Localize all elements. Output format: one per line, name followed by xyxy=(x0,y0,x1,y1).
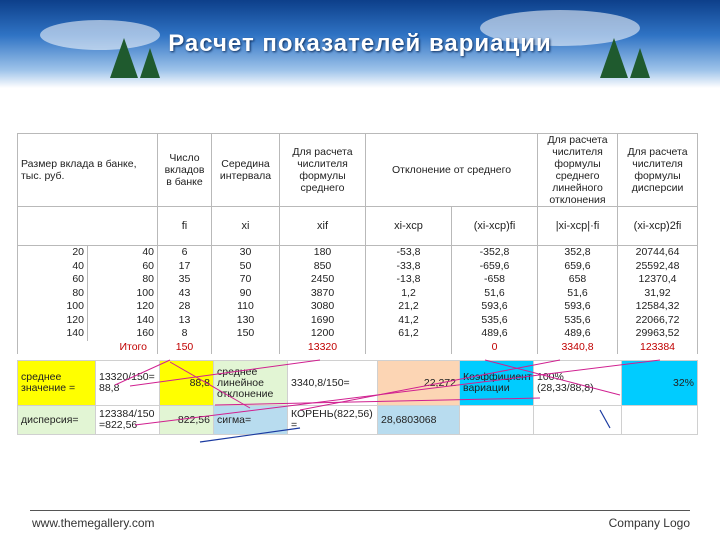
linear-label: среднее линейное отклонение xyxy=(214,361,288,406)
cell-a: 140 xyxy=(18,327,88,341)
cell-abs: 535,6 xyxy=(538,314,618,328)
cell-f: 35 xyxy=(158,273,212,287)
cell-x: 70 xyxy=(212,273,280,287)
cell-dev: 61,2 xyxy=(366,327,452,341)
calc-table xyxy=(17,360,698,435)
cell-sq: 29963,52 xyxy=(618,327,698,341)
cell-x: 50 xyxy=(212,260,280,274)
cell-devf: -352,8 xyxy=(452,246,538,260)
table-row xyxy=(18,273,698,287)
header-deviation: Отклонение от среднего xyxy=(366,134,538,207)
table-row xyxy=(18,300,698,314)
cell-sq: 22066,72 xyxy=(618,314,698,328)
disp-value: 822,56 xyxy=(160,406,214,435)
cell-devf: -658 xyxy=(452,273,538,287)
cell-abs: 489,6 xyxy=(538,327,618,341)
cell-a: 40 xyxy=(18,260,88,274)
symbol-x: xi xyxy=(212,207,280,246)
symbol-f: fi xyxy=(158,207,212,246)
header-size: Размер вклада в банке, тыс. руб. xyxy=(18,134,158,207)
cell-b: 120 xyxy=(88,300,158,314)
coef-label: Коэффициент вариации xyxy=(460,361,534,406)
cell-sq: 20744,64 xyxy=(618,246,698,260)
coef-formula: 100%(28,33/88,8) xyxy=(534,361,622,406)
cell-abs: 659,6 xyxy=(538,260,618,274)
cell-b: 40 xyxy=(88,246,158,260)
cell-abs: 51,6 xyxy=(538,287,618,301)
cell-a: 60 xyxy=(18,273,88,287)
table-row xyxy=(18,246,698,260)
cell-b: 160 xyxy=(88,327,158,341)
cell-sq: 31,92 xyxy=(618,287,698,301)
total-xf: 13320 xyxy=(280,341,366,355)
mean-formula: 13320/150= 88,8 xyxy=(96,361,160,406)
symbol-devf: (xi-xср)fi xyxy=(452,207,538,246)
cell-xf: 3870 xyxy=(280,287,366,301)
linear-formula: 3340,8/150= xyxy=(288,361,378,406)
cell-xf: 2450 xyxy=(280,273,366,287)
cell-xf: 3080 xyxy=(280,300,366,314)
sigma-value: 28,6803068 xyxy=(378,406,460,435)
cell-b: 60 xyxy=(88,260,158,274)
calc-row-disp xyxy=(18,406,698,435)
cell-dev: 41,2 xyxy=(366,314,452,328)
cell-sq: 25592,48 xyxy=(618,260,698,274)
coef-value: 32% xyxy=(622,361,698,406)
cell-devf: 489,6 xyxy=(452,327,538,341)
cell-abs: 658 xyxy=(538,273,618,287)
cell-x: 110 xyxy=(212,300,280,314)
header-row xyxy=(18,134,698,207)
cell-xf: 1200 xyxy=(280,327,366,341)
disp-label: дисперсия= xyxy=(18,406,96,435)
slide-title: Расчет показателей вариации xyxy=(168,30,552,57)
cell-x: 150 xyxy=(212,327,280,341)
spreadsheet xyxy=(17,133,697,456)
header-banner xyxy=(0,0,720,88)
table-row xyxy=(18,314,698,328)
cell-f: 13 xyxy=(158,314,212,328)
total-devf: 0 xyxy=(452,341,538,355)
header-mid: Середина интервала xyxy=(212,134,280,207)
cell-devf: 535,6 xyxy=(452,314,538,328)
cell-f: 8 xyxy=(158,327,212,341)
cell-xf: 1690 xyxy=(280,314,366,328)
cell-b: 100 xyxy=(88,287,158,301)
total-row xyxy=(18,341,698,355)
symbol-sqdevf: (xi-xср)2fi xyxy=(618,207,698,246)
sigma-label: сигма= xyxy=(214,406,288,435)
mean-value: 88,8 xyxy=(160,361,214,406)
cell-b: 80 xyxy=(88,273,158,287)
symbol-absdevf: |xi-xср|·fi xyxy=(538,207,618,246)
table-row xyxy=(18,327,698,341)
cell-a: 120 xyxy=(18,314,88,328)
cell-devf: 593,6 xyxy=(452,300,538,314)
header-linear-calc: Для расчета числителя формулы среднего линейного отклонения xyxy=(538,134,618,207)
total-label: Итого xyxy=(18,341,158,355)
cell-devf: -659,6 xyxy=(452,260,538,274)
cell-f: 28 xyxy=(158,300,212,314)
variation-table xyxy=(17,133,698,354)
cell-dev: -53,8 xyxy=(366,246,452,260)
cell-x: 130 xyxy=(212,314,280,328)
cell-dev: -33,8 xyxy=(366,260,452,274)
mean-label: среднее значение = xyxy=(18,361,96,406)
cell-a: 20 xyxy=(18,246,88,260)
cell-x: 90 xyxy=(212,287,280,301)
cell-abs: 352,8 xyxy=(538,246,618,260)
symbol-xf: xif xyxy=(280,207,366,246)
cell-b: 140 xyxy=(88,314,158,328)
total-f: 150 xyxy=(158,341,212,355)
cell-xf: 850 xyxy=(280,260,366,274)
symbol-dev: xi-xср xyxy=(366,207,452,246)
disp-formula: 123384/150 =822,56 xyxy=(96,406,160,435)
total-sq: 123384 xyxy=(618,341,698,355)
header-disp-calc: Для расчета числителя формулы дисперсии xyxy=(618,134,698,207)
cell-sq: 12370,4 xyxy=(618,273,698,287)
total-abs: 3340,8 xyxy=(538,341,618,355)
cell-x: 30 xyxy=(212,246,280,260)
cell-a: 80 xyxy=(18,287,88,301)
sigma-formula: КОРЕНЬ(822,56) = xyxy=(288,406,378,435)
table-row xyxy=(18,287,698,301)
symbol-row xyxy=(18,207,698,246)
header-count: Число вкладов в банке xyxy=(158,134,212,207)
calc-row-mean xyxy=(18,361,698,406)
table-row xyxy=(18,260,698,274)
cell-dev: 1,2 xyxy=(366,287,452,301)
footer-divider xyxy=(30,510,690,511)
cell-sq: 12584,32 xyxy=(618,300,698,314)
cell-xf: 180 xyxy=(280,246,366,260)
cell-dev: -13,8 xyxy=(366,273,452,287)
linear-value: 22,272 xyxy=(378,361,460,406)
cell-abs: 593,6 xyxy=(538,300,618,314)
cell-f: 17 xyxy=(158,260,212,274)
cell-devf: 51,6 xyxy=(452,287,538,301)
cell-a: 100 xyxy=(18,300,88,314)
footer-logo-text: Company Logo xyxy=(608,516,690,530)
cell-f: 43 xyxy=(158,287,212,301)
cell-f: 6 xyxy=(158,246,212,260)
header-mean-calc: Для расчета числителя формулы среднего xyxy=(280,134,366,207)
footer-website: www.themegallery.com xyxy=(32,516,155,530)
cell-dev: 21,2 xyxy=(366,300,452,314)
